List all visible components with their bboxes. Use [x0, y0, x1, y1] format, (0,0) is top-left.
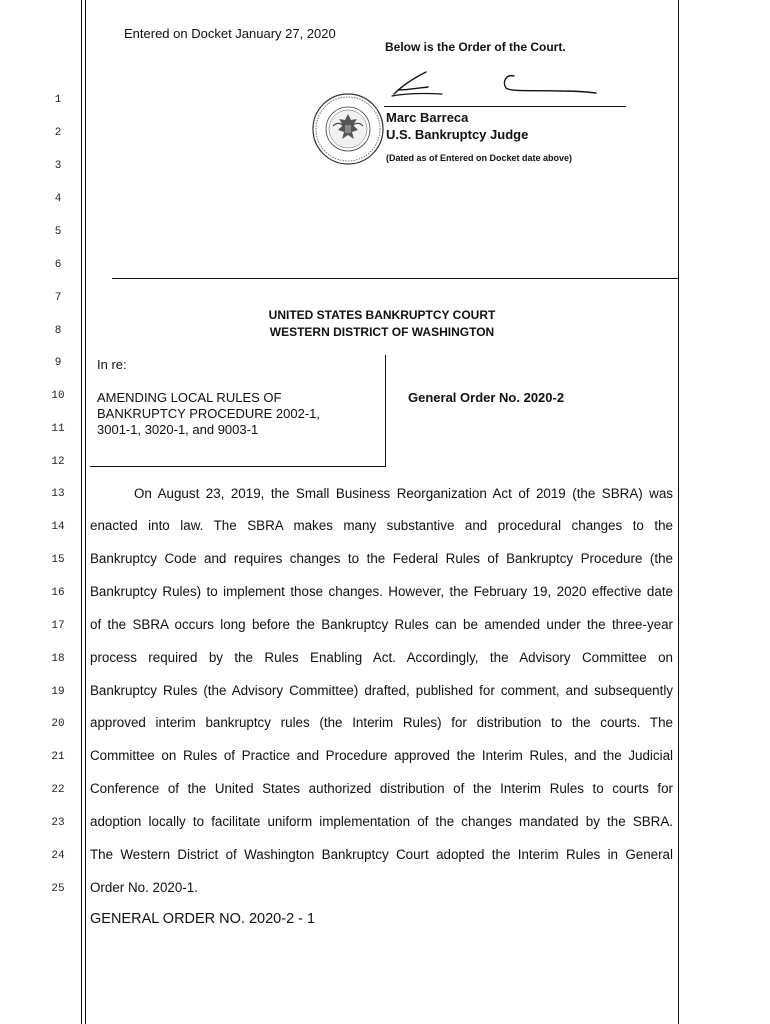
judge-title: U.S. Bankruptcy Judge — [386, 127, 529, 142]
case-matter-line: BANKRUPTCY PROCEDURE 2002-1, — [97, 406, 320, 421]
general-order-number: General Order No. 2020-2 — [408, 390, 565, 405]
line-number: 1 — [54, 94, 62, 106]
left-margin-line-inner — [85, 0, 86, 1024]
line-number: 23 — [51, 817, 65, 829]
signature-line — [384, 106, 626, 107]
line-number: 17 — [51, 620, 65, 632]
line-number: 10 — [51, 390, 65, 402]
line-number: 11 — [51, 423, 65, 435]
line-number: 24 — [51, 850, 65, 862]
line-number: 22 — [51, 784, 65, 796]
body-text-line: The Western District of Washington Bankruptcy Court adopted the Interim Rules in General — [90, 847, 673, 862]
line-number: 9 — [54, 357, 62, 369]
line-number: 25 — [51, 883, 65, 895]
court-name: UNITED STATES BANKRUPTCY COURT — [268, 308, 496, 322]
caption-divider-horizontal — [90, 466, 386, 467]
body-text-line: Bankruptcy Rules) to implement those changes. However, the February 19, 2020 effective date — [90, 584, 673, 599]
line-number: 13 — [51, 488, 65, 500]
in-re-label: In re: — [97, 357, 127, 372]
header-divider — [112, 278, 678, 279]
case-matter-line: 3001-1, 3020-1, and 9003-1 — [97, 422, 259, 437]
line-number: 4 — [54, 193, 62, 205]
line-number: 12 — [51, 456, 65, 468]
body-text-line: process required by the Rules Enabling Act. Accordingly, the Advisory Committee on — [90, 650, 673, 665]
right-margin-line — [678, 0, 679, 1024]
page-footer: GENERAL ORDER NO. 2020-2 - 1 — [90, 911, 316, 927]
line-number: 3 — [54, 160, 62, 172]
body-text-line: Committee on Rules of Practice and Procedure approved the Interim Rules, and the Judicial — [90, 748, 673, 763]
case-matter-line: AMENDING LOCAL RULES OF — [97, 390, 282, 405]
body-text-line: of the SBRA occurs long before the Bankruptcy Rules can be amended under the three-year — [90, 617, 673, 632]
line-number: 6 — [54, 259, 62, 271]
body-text-line: approved interim bankruptcy rules (the Interim Rules) for distribution to the courts. The — [90, 715, 673, 730]
body-text-line: adoption locally to facilitate uniform implementation of the changes mandated by the SBRA. — [90, 814, 673, 829]
line-number: 8 — [54, 325, 62, 337]
line-number: 21 — [51, 751, 65, 763]
line-number: 7 — [54, 292, 62, 304]
line-number: 14 — [51, 521, 65, 533]
judge-name: Marc Barreca — [386, 110, 469, 125]
body-text-line: Bankruptcy Code and requires changes to the Federal Rules of Bankruptcy Procedure (the — [90, 551, 673, 566]
caption-divider-vertical — [385, 355, 386, 467]
body-text-line: Order No. 2020-1. — [90, 880, 198, 895]
line-number: 19 — [51, 686, 65, 698]
line-number: 18 — [51, 653, 65, 665]
body-text-line: Conference of the United States authorized distribution of the Interim Rules to courts for — [90, 781, 673, 796]
line-number: 15 — [51, 554, 65, 566]
left-margin-line — [81, 0, 82, 1024]
line-number: 20 — [51, 718, 65, 730]
line-number: 2 — [54, 127, 62, 139]
court-seal-icon — [311, 92, 385, 166]
court-district: WESTERN DISTRICT OF WASHINGTON — [269, 325, 495, 339]
line-number: 16 — [51, 587, 65, 599]
order-of-court-label: Below is the Order of the Court. — [385, 40, 566, 54]
line-number: 5 — [54, 226, 62, 238]
body-text-line: enacted into law. The SBRA makes many substantive and procedural changes to the — [90, 518, 673, 533]
body-text-line: Bankruptcy Rules (the Advisory Committee) drafted, published for comment, and subsequently — [90, 683, 673, 698]
judge-signature — [384, 60, 626, 106]
case-matter — [97, 390, 320, 438]
body-text-line: On August 23, 2019, the Small Business Reorganization Act of 2019 (the SBRA) was — [134, 486, 673, 501]
dated-note: (Dated as of Entered on Docket date above) — [386, 153, 573, 163]
docket-entry: Entered on Docket January 27, 2020 — [124, 26, 336, 41]
